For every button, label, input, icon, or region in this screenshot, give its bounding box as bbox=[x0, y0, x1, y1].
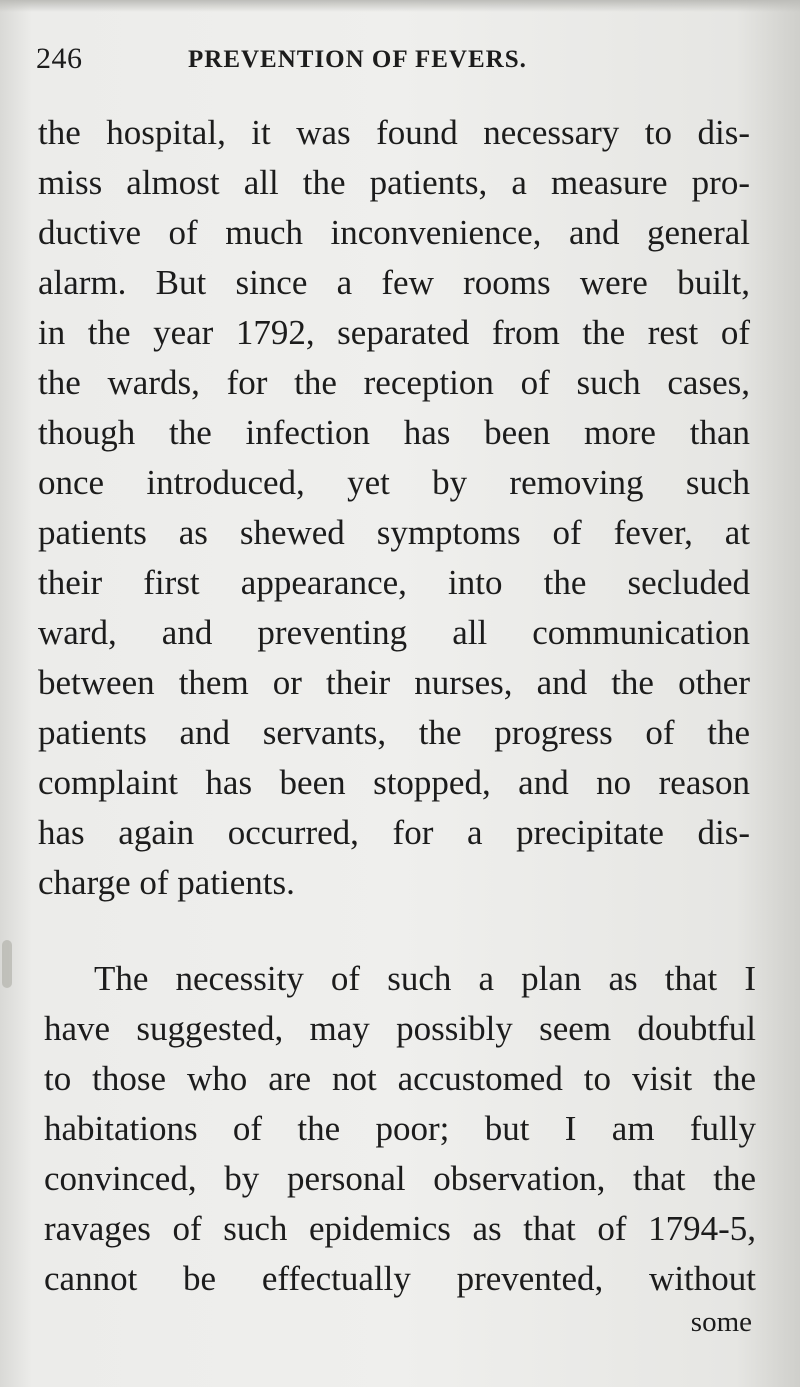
text-line: ward, and preventing all communication bbox=[38, 613, 750, 652]
text-line: has again occurred, for a precipitate dis- bbox=[38, 813, 750, 852]
text-line: charge of patients. bbox=[38, 863, 295, 902]
text-line: in the year 1792, separated from the rest of bbox=[38, 313, 750, 352]
text-line: habitations of the poor; but I am fully bbox=[44, 1109, 756, 1148]
text-line: the hospital, it was found necessary to dis- bbox=[38, 113, 750, 152]
text-line: cannot be effectually prevented, without bbox=[44, 1259, 756, 1298]
page-edge-shadow bbox=[2, 940, 12, 988]
catchword: some bbox=[690, 1306, 752, 1338]
text-line: though the infection has been more than bbox=[38, 413, 750, 452]
paragraph-1 bbox=[38, 108, 750, 908]
text-line: patients and servants, the progress of the bbox=[38, 713, 750, 752]
text-line: their first appearance, into the secluded bbox=[38, 563, 750, 602]
running-title: PREVENTION OF FEVERS. bbox=[188, 46, 527, 73]
text-line: once introduced, yet by removing such bbox=[38, 463, 750, 502]
page-number: 246 bbox=[36, 42, 83, 75]
paragraph-2 bbox=[44, 954, 756, 1304]
text-line: The necessity of such a plan as that I bbox=[94, 959, 756, 998]
page-header bbox=[36, 42, 596, 82]
text-line: patients as shewed symptoms of fever, at bbox=[38, 513, 750, 552]
text-line: ravages of such epidemics as that of 1794-5, bbox=[44, 1209, 756, 1248]
text-line: between them or their nurses, and the other bbox=[38, 663, 750, 702]
text-line: complaint has been stopped, and no reason bbox=[38, 763, 750, 802]
text-line: the wards, for the reception of such cases, bbox=[38, 363, 750, 402]
text-line: to those who are not accustomed to visit the bbox=[44, 1059, 756, 1098]
text-line: alarm. But since a few rooms were built, bbox=[38, 263, 750, 302]
text-line: convinced, by personal observation, that the bbox=[44, 1159, 756, 1198]
text-line: ductive of much inconvenience, and general bbox=[38, 213, 750, 252]
text-line: miss almost all the patients, a measure pro- bbox=[38, 163, 750, 202]
text-line: have suggested, may possibly seem doubtful bbox=[44, 1009, 756, 1048]
